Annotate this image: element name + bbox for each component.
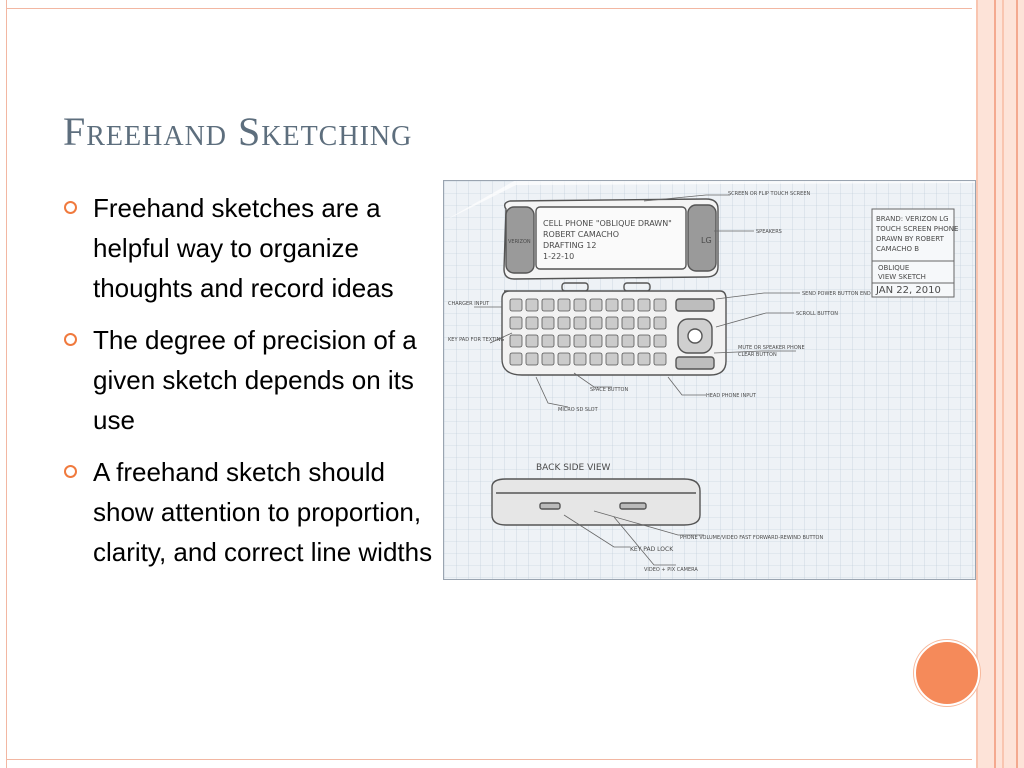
- annotation-label: MICRO SD SLOT: [558, 407, 598, 413]
- phone-back-view: [492, 479, 700, 525]
- sketch-key: [574, 353, 586, 365]
- annotation-label: SCREEN OR FLIP TOUCH SCREEN: [728, 191, 811, 197]
- title-block-line: VIEW SKETCH: [878, 273, 926, 281]
- annotation-label: SCROLL BUTTON: [796, 311, 839, 317]
- title-block-line: CAMACHO B: [876, 245, 920, 253]
- sketch-key: [558, 299, 570, 311]
- sketch-key: [526, 317, 538, 329]
- sketch-key: [542, 317, 554, 329]
- sketch-key: [622, 299, 634, 311]
- sketch-key: [638, 353, 650, 365]
- sketch-key: [654, 299, 666, 311]
- sketch-key: [510, 335, 522, 347]
- accent-circle: [914, 640, 980, 706]
- slide-frame-top: [6, 8, 972, 9]
- title-block-line: OBLIQUE: [878, 264, 910, 272]
- annotation-label: SPACE BUTTON: [590, 387, 629, 393]
- bullet-text: A freehand sketch should show attention to proportion, clarity, and correct line widths: [93, 457, 433, 567]
- sketch-key: [590, 335, 602, 347]
- bullet-circle-icon: [64, 465, 77, 478]
- sketch-key: [622, 353, 634, 365]
- title-block-line: BRAND: VERIZON LG: [876, 215, 949, 223]
- sketch-key: [622, 335, 634, 347]
- sketch-key: [574, 299, 586, 311]
- sketch-key: [638, 299, 650, 311]
- title-block-line: DRAWN BY ROBERT: [876, 235, 944, 243]
- annotation-label: KEY PAD LOCK: [630, 546, 674, 553]
- sketch-key: [654, 353, 666, 365]
- brand-mark-left: VERIZON: [508, 239, 531, 245]
- sketch-key: [510, 299, 522, 311]
- phone-top: [504, 199, 718, 291]
- annotation-label: MUTE OR SPEAKER PHONE: [738, 345, 805, 351]
- bullet-item: [60, 320, 445, 440]
- annotation-label: SPEAKERS: [756, 229, 782, 235]
- sketch-key: [558, 335, 570, 347]
- sketch-key: [526, 335, 538, 347]
- bullet-text: The degree of precision of a given sketch depends on its use: [93, 325, 417, 435]
- sketch-key: [542, 299, 554, 311]
- sketch-key: [638, 317, 650, 329]
- annotation-label: KEY PAD FOR TEXTING: [448, 337, 505, 343]
- slide-title: Freehand Sketching: [63, 109, 413, 154]
- sketch-key: [558, 317, 570, 329]
- brand-mark-right: LG: [701, 236, 712, 245]
- sketch-key: [622, 317, 634, 329]
- sketch-key: [542, 335, 554, 347]
- annotation-label: CHARGER INPUT: [448, 301, 490, 307]
- sketch-key: [526, 299, 538, 311]
- annotation-label: CLEAR BUTTON: [738, 352, 777, 358]
- title-block-date: JAN 22, 2010: [876, 285, 941, 296]
- annotation-label: VIDEO + PIX CAMERA: [644, 567, 698, 573]
- screen-text-line: DRAFTING 12: [543, 241, 597, 250]
- sketch-key: [590, 317, 602, 329]
- sketch-key: [510, 353, 522, 365]
- sketch-key: [558, 353, 570, 365]
- sketch-drawing: [444, 181, 976, 580]
- back-view-label: BACK SIDE VIEW: [536, 463, 611, 473]
- screen-text-line: ROBERT CAMACHO: [543, 230, 619, 239]
- annotation-label: HEAD PHONE INPUT: [706, 393, 756, 399]
- sketch-key: [606, 317, 618, 329]
- sketch-key: [654, 317, 666, 329]
- sketch-key: [574, 335, 586, 347]
- bullet-text: Freehand sketches are a helpful way to organize thoughts and record ideas: [93, 193, 394, 303]
- sketch-key: [510, 317, 522, 329]
- slide-frame-bottom: [6, 759, 972, 760]
- screen-text-line: 1-22-10: [543, 252, 575, 261]
- phone-sketch-image: [443, 180, 976, 580]
- bullet-item: [60, 188, 445, 308]
- annotation-label: SEND POWER BUTTON END: [802, 291, 871, 297]
- sketch-key: [526, 353, 538, 365]
- sketch-key: [606, 335, 618, 347]
- bullet-item: [60, 452, 445, 572]
- decorative-stripes: [972, 0, 1024, 768]
- screen-text-line: CELL PHONE "OBLIQUE DRAWN": [543, 219, 672, 228]
- sketch-key: [606, 353, 618, 365]
- sketch-key: [638, 335, 650, 347]
- title-block-line: TOUCH SCREEN PHONE: [876, 225, 959, 233]
- annotation-label: PHONE VOLUME/VIDEO FAST FORWARD-REWIND BUTTON: [680, 535, 824, 541]
- bullet-circle-icon: [64, 333, 77, 346]
- sketch-key: [654, 335, 666, 347]
- sketch-key: [590, 299, 602, 311]
- sketch-key: [574, 317, 586, 329]
- sketch-key: [606, 299, 618, 311]
- bullet-list: [60, 188, 445, 584]
- sketch-key: [542, 353, 554, 365]
- bullet-circle-icon: [64, 201, 77, 214]
- sketch-key: [590, 353, 602, 365]
- slide-frame-left: [6, 0, 7, 768]
